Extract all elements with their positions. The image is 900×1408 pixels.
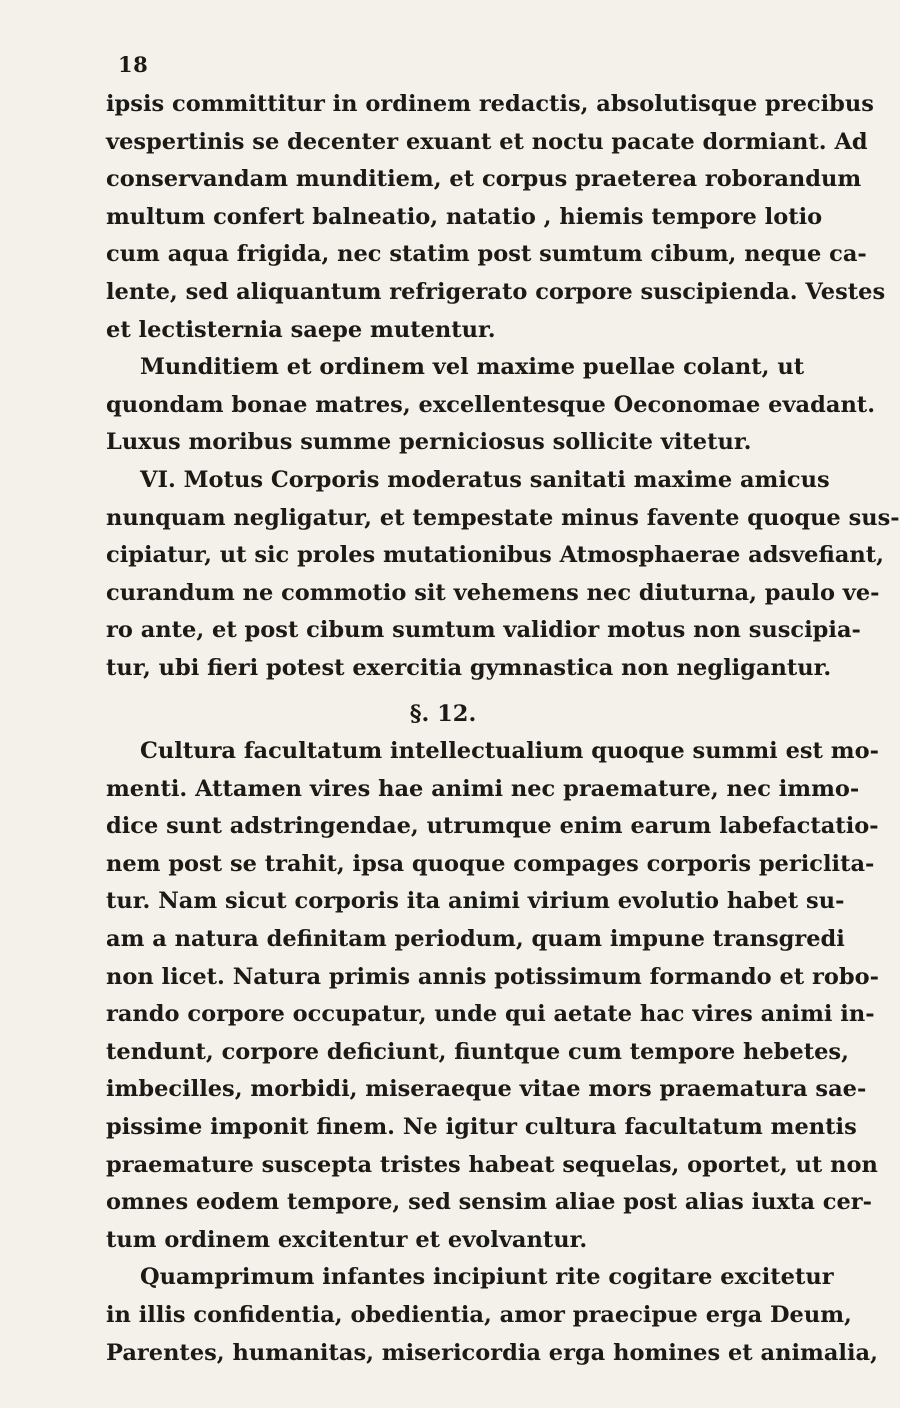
text-line: cum aqua frigida, nec statim post sumtum cibum, neque ca- [106, 241, 867, 268]
text-line: conservandam munditiem, et corpus praeterea roborandum [106, 166, 862, 193]
text-line: tendunt, corpore deficiunt, fiuntque cum tempore hebetes, [106, 1038, 849, 1065]
text-line: quondam bonae matres, excellentesque Oeconomae evadant. [106, 391, 876, 418]
text-line: pissime imponit finem. Ne igitur cultura facultatum mentis [106, 1114, 857, 1141]
text-line: multum confert balneatio, natatio , hiemis tempore lotio [106, 203, 823, 230]
text-line: praemature suscepta tristes habeat sequelas, oportet, ut non [106, 1151, 878, 1178]
text-line: menti. Attamen vires hae animi nec praemature, nec immo- [106, 775, 860, 802]
text-line: in illis confidentia, obedientia, amor praecipue erga Deum, [106, 1302, 852, 1328]
text-line: tum ordinem excitentur et evolvantur. [106, 1226, 588, 1253]
page-number: 18 [118, 52, 149, 77]
paragraph-start-line: Munditiem et ordinem vel maxime puellae colant, ut [140, 354, 805, 381]
text-line: imbecilles, morbidi, miseraeque vitae mors praematura sae- [106, 1076, 867, 1103]
text-line: et lectisternia saepe mutentur. [106, 316, 496, 343]
text-line: am a natura definitam periodum, quam impune transgredi [106, 926, 845, 953]
paragraph-start-line: VI. Motus Corporis moderatus sanitati maxime amicus [140, 466, 830, 493]
text-line: non licet. Natura primis annis potissimum formando et robo- [106, 963, 879, 990]
text-line: Luxus moribus summe perniciosus sollicite vitetur. [106, 429, 752, 456]
section-heading: §. 12. [409, 700, 477, 727]
text-line: dice sunt adstringendae, utrumque enim earum labefactatio- [106, 813, 879, 840]
paragraph-start-line: Cultura facultatum intellectualium quoque summi est mo- [140, 738, 879, 765]
text-line: curandum ne commotio sit vehemens nec diuturna, paulo ve- [106, 579, 880, 606]
text-line: tur, ubi fieri potest exercitia gymnastica non negligantur. [106, 654, 832, 681]
text-line: cipiatur, ut sic proles mutationibus Atmosphaerae adsvefiant, [106, 542, 885, 569]
text-line: rando corpore occupatur, unde qui aetate hac vires animi in- [106, 1001, 875, 1028]
text-line: omnes eodem tempore, sed sensim aliae post alias iuxta cer- [106, 1189, 872, 1216]
text-line: Parentes, humanitas, misericordia erga homines et animalia, [106, 1339, 878, 1366]
body-text [106, 86, 900, 1372]
text-line: nunquam negligatur, et tempestate minus favente quoque sus- [106, 504, 900, 531]
text-line: tur. Nam sicut corporis ita animi virium evolutio habet su- [106, 888, 845, 915]
paragraph-start-line: Quamprimum infantes incipiunt rite cogitare excitetur [140, 1264, 834, 1291]
text-line: vespertinis se decenter exuant et noctu pacate dormiant. Ad [106, 128, 868, 155]
text-line: ipsis committitur in ordinem redactis, absolutisque precibus [106, 91, 874, 117]
text-line: lente, sed aliquantum refrigerato corpore suscipienda. Vestes [106, 278, 886, 305]
text-line: ro ante, et post cibum sumtum validior motus non suscipia- [106, 617, 861, 644]
text-line: nem post se trahit, ipsa quoque compages corporis periclita- [106, 850, 875, 877]
